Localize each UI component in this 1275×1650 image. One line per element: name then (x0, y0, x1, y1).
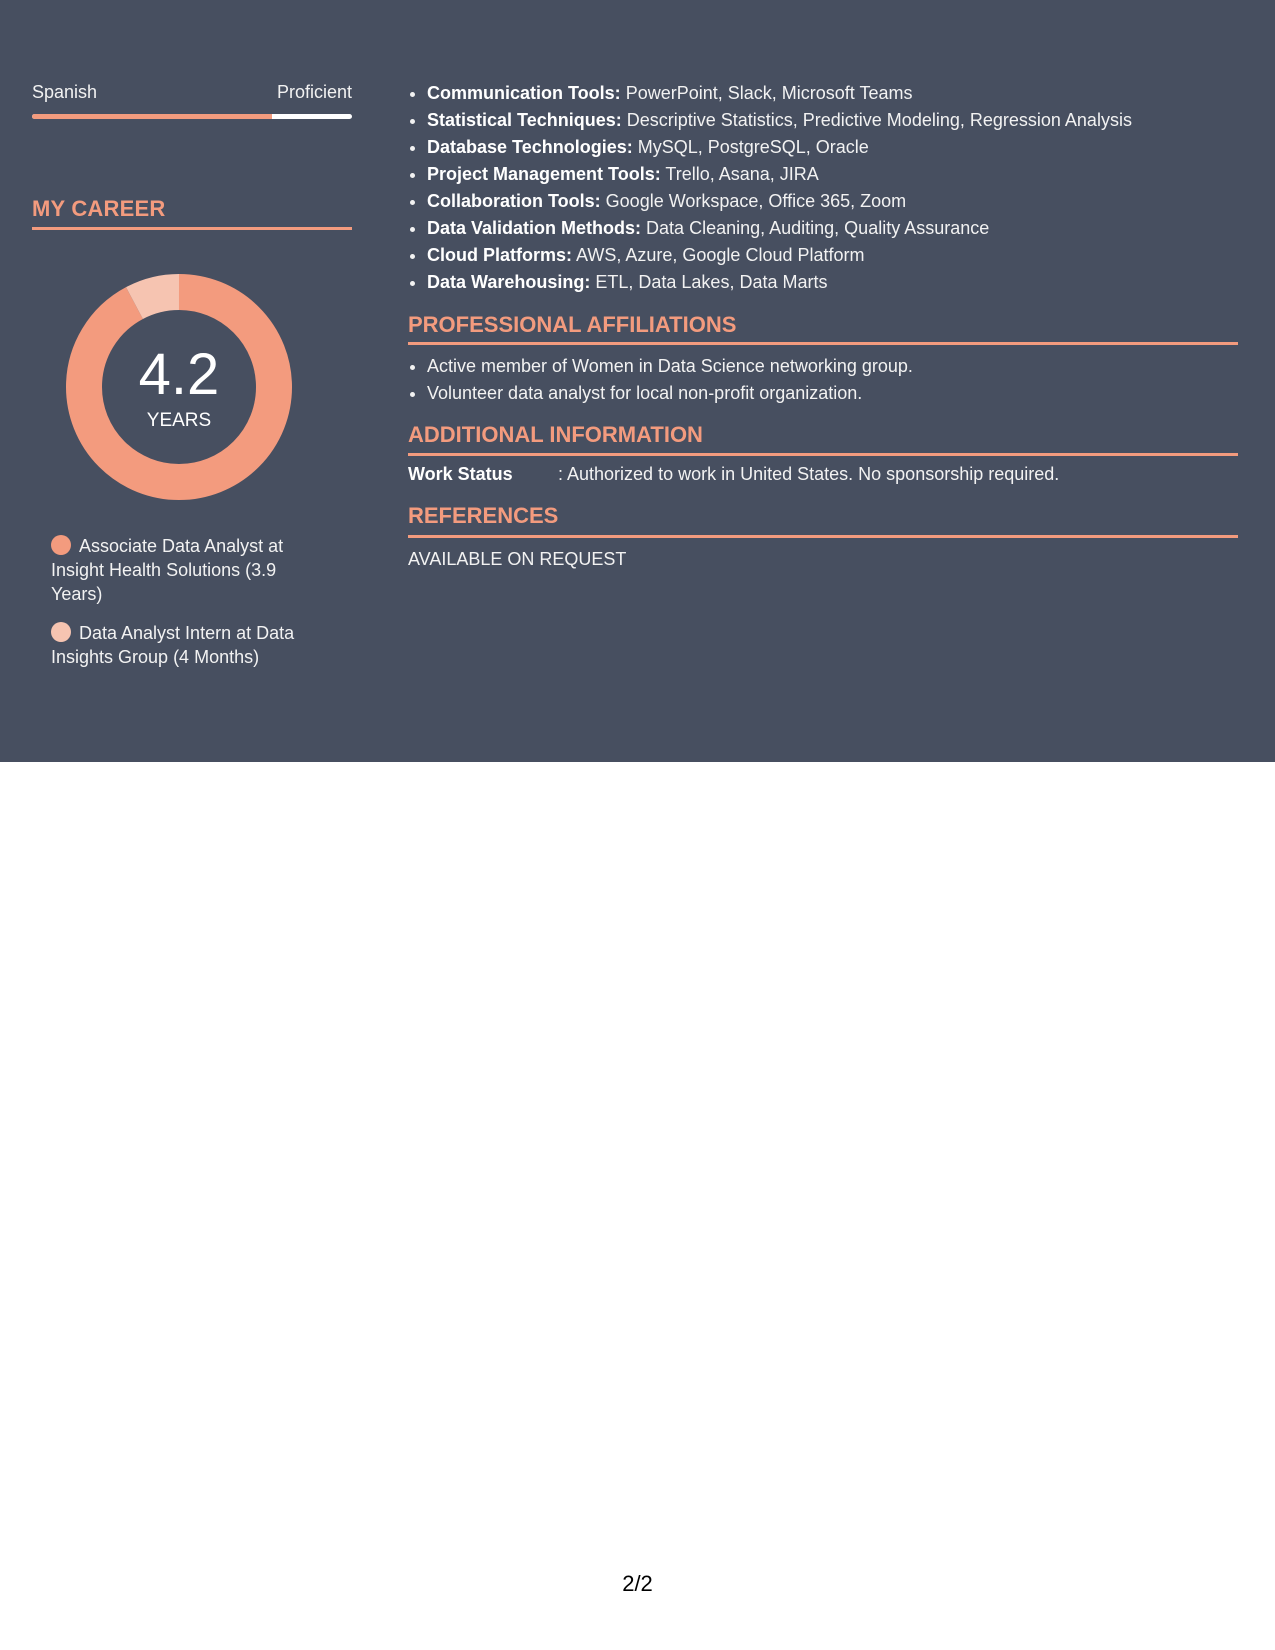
skill-value: Descriptive Statistics, Predictive Modeling, Regression Analysis (626, 110, 1132, 130)
language-row (32, 82, 352, 106)
career-years-unit: YEARS (146, 410, 212, 431)
legend-dot-icon (51, 622, 71, 642)
donut-center (66, 274, 292, 500)
career-section-rule (32, 227, 352, 230)
skill-item (427, 134, 1237, 161)
additional-info-title: ADDITIONAL INFORMATION (408, 422, 703, 447)
skill-item (427, 107, 1237, 134)
affiliation-item: • Volunteer data analyst for local non-profit organization. (427, 380, 1237, 407)
career-section-title: MY CAREER (32, 196, 166, 221)
legend-item (51, 621, 331, 669)
skill-label: Collaboration Tools: (427, 191, 601, 211)
skill-item (427, 242, 1237, 269)
additional-info-rule (408, 453, 1238, 456)
skill-value: PowerPoint, Slack, Microsoft Teams (625, 83, 913, 103)
skill-label: Database Technologies: (427, 137, 633, 157)
page-number: 2/2 (622, 1571, 653, 1596)
skill-item (427, 161, 1237, 188)
references-title: REFERENCES (408, 503, 559, 528)
career-total-years: 4.2 (138, 342, 220, 407)
skill-item (427, 215, 1237, 242)
affiliations-title: PROFESSIONAL AFFILIATIONS (408, 312, 737, 337)
skill-value: Trello, Asana, JIRA (665, 164, 819, 184)
skill-value: ETL, Data Lakes, Data Marts (595, 272, 828, 292)
skill-label: Communication Tools: (427, 83, 621, 103)
legend-label: Data Analyst Intern at Data Insights Group (4 Months) (51, 623, 295, 667)
skill-item (427, 188, 1237, 215)
skill-value: Google Workspace, Office 365, Zoom (605, 191, 907, 211)
legend-label: Associate Data Analyst at Insight Health Solutions (3.9 Years) (51, 536, 284, 604)
affiliations-list (408, 353, 1237, 407)
skills-list (408, 80, 1237, 296)
skill-label: Data Warehousing: (427, 272, 591, 292)
language-proficiency-bar (32, 114, 352, 119)
skill-item (427, 80, 1237, 107)
affiliations-rule (408, 342, 1238, 345)
skill-label: Project Management Tools: (427, 164, 661, 184)
career-legend (51, 534, 331, 684)
skill-value: Data Cleaning, Auditing, Quality Assurance (646, 218, 990, 238)
skill-value: AWS, Azure, Google Cloud Platform (576, 245, 865, 265)
work-status-value: : Authorized to work in United States. No sponsorship required. (558, 464, 1060, 484)
skill-label: Statistical Techniques: (427, 110, 622, 130)
references-text: AVAILABLE ON REQUEST (408, 549, 627, 569)
work-status-label: Work Status (408, 464, 513, 484)
resume-page-panel (0, 0, 1275, 762)
skill-label: Data Validation Methods: (427, 218, 642, 238)
legend-dot-icon (51, 535, 71, 555)
language-name: Spanish (32, 82, 98, 102)
affiliation-item: • Active member of Women in Data Science networking group. (427, 353, 1237, 380)
legend-item (51, 534, 331, 606)
references-rule (408, 535, 1238, 538)
skill-label: Cloud Platforms: (427, 245, 573, 265)
skill-value: MySQL, PostgreSQL, Oracle (637, 137, 869, 157)
language-proficiency-fill (32, 114, 272, 119)
language-level: Proficient (276, 82, 352, 102)
skill-item (427, 269, 1237, 296)
